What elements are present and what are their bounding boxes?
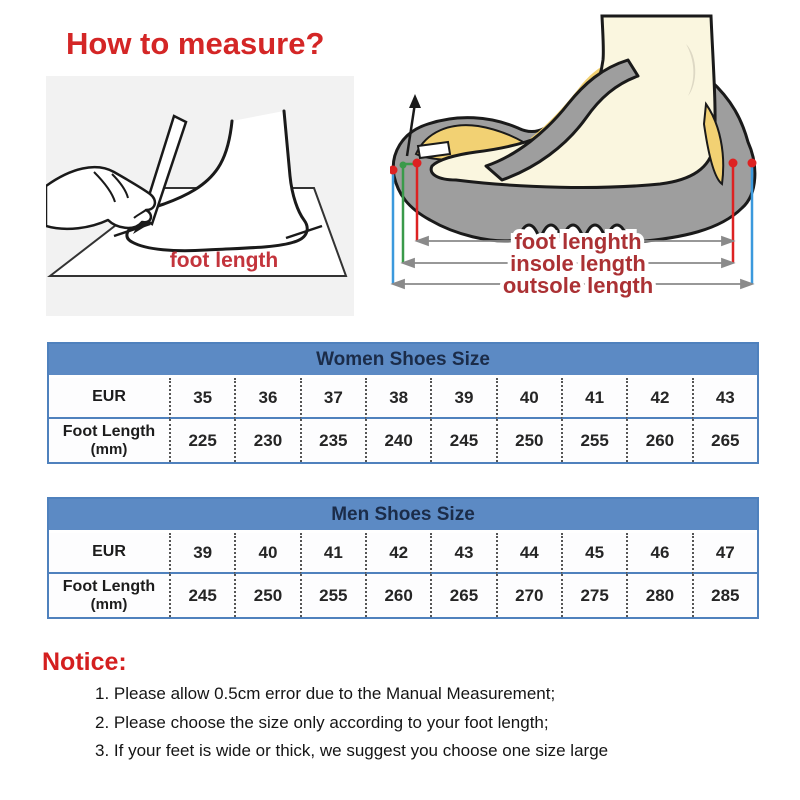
shoe-measurement-illustration — [390, 8, 796, 300]
size-value-cell: 260 — [626, 419, 691, 462]
page-title: How to measure? — [66, 26, 325, 61]
foot-length-label: foot length — [169, 249, 279, 272]
size-value-cell: 255 — [561, 419, 626, 462]
size-value-cell: 265 — [692, 419, 757, 462]
foot-tracing-illustration — [46, 76, 354, 316]
size-value-cell: 39 — [169, 533, 234, 574]
size-value-cell: 255 — [300, 574, 365, 617]
size-value-cell: 40 — [234, 533, 299, 574]
size-value-cell: 285 — [692, 574, 757, 617]
size-value-cell: 235 — [300, 419, 365, 462]
row-label-unit: (mm) — [90, 441, 128, 459]
size-value-cell: 45 — [561, 533, 626, 574]
shoe-cutaway-drawing — [390, 8, 796, 300]
women-table-title: Women Shoes Size — [49, 344, 757, 378]
size-value-cell: 240 — [365, 419, 430, 462]
size-value-cell: 250 — [234, 574, 299, 617]
toe-tab — [418, 142, 450, 158]
row-label-text: Foot Length — [62, 422, 156, 440]
row-label-eur: EUR — [49, 533, 169, 574]
outsole-length-dim-label: outsole length — [502, 273, 654, 298]
row-label-eur: EUR — [49, 378, 169, 419]
notice-item: 1. Please allow 0.5cm error due to the Manual Measurement; — [95, 684, 556, 703]
size-value-cell: 280 — [626, 574, 691, 617]
foot-tracing-drawing — [46, 76, 354, 316]
row-label-foot-length — [49, 574, 169, 617]
size-value-cell: 245 — [169, 574, 234, 617]
insole-length-dim-label: insole length — [510, 251, 646, 276]
size-value-cell: 225 — [169, 419, 234, 462]
size-value-cell: 35 — [169, 378, 234, 419]
men-size-table — [47, 497, 759, 619]
dimension-labels — [503, 229, 653, 298]
size-value-cell: 42 — [626, 378, 691, 419]
foot-length-dim-label: foot lenghth — [514, 229, 642, 254]
size-value-cell: 230 — [234, 419, 299, 462]
size-value-cell: 270 — [496, 574, 561, 617]
eur-size-row — [49, 533, 757, 574]
size-value-cell: 36 — [234, 378, 299, 419]
notice-item: 3. If your feet is wide or thick, we suggest you choose one size large — [95, 741, 609, 760]
table-header-row — [49, 344, 757, 378]
size-value-cell: 265 — [430, 574, 495, 617]
size-value-cell: 43 — [692, 378, 757, 419]
size-value-cell: 42 — [365, 533, 430, 574]
row-label-foot-length — [49, 419, 169, 462]
size-value-cell: 37 — [300, 378, 365, 419]
eur-size-row — [49, 378, 757, 419]
notice-list — [95, 680, 755, 766]
foot-length-row — [49, 419, 757, 462]
size-value-cell: 43 — [430, 533, 495, 574]
size-value-cell: 41 — [561, 378, 626, 419]
table-header-row — [49, 499, 757, 533]
size-value-cell: 46 — [626, 533, 691, 574]
size-value-cell: 38 — [365, 378, 430, 419]
size-value-cell: 47 — [692, 533, 757, 574]
size-value-cell: 44 — [496, 533, 561, 574]
size-value-cell: 41 — [300, 533, 365, 574]
row-label-unit: (mm) — [90, 596, 128, 614]
notice-item: 2. Please choose the size only according to your foot length; — [95, 712, 549, 732]
men-table-title: Men Shoes Size — [49, 499, 757, 533]
notice-heading: Notice: — [42, 648, 127, 676]
size-value-cell: 39 — [430, 378, 495, 419]
row-label-text: Foot Length — [62, 577, 156, 595]
size-value-cell: 275 — [561, 574, 626, 617]
size-value-cell: 40 — [496, 378, 561, 419]
women-size-table — [47, 342, 759, 464]
size-value-cell: 260 — [365, 574, 430, 617]
foot-length-row — [49, 574, 757, 617]
size-value-cell: 245 — [430, 419, 495, 462]
size-value-cell: 250 — [496, 419, 561, 462]
